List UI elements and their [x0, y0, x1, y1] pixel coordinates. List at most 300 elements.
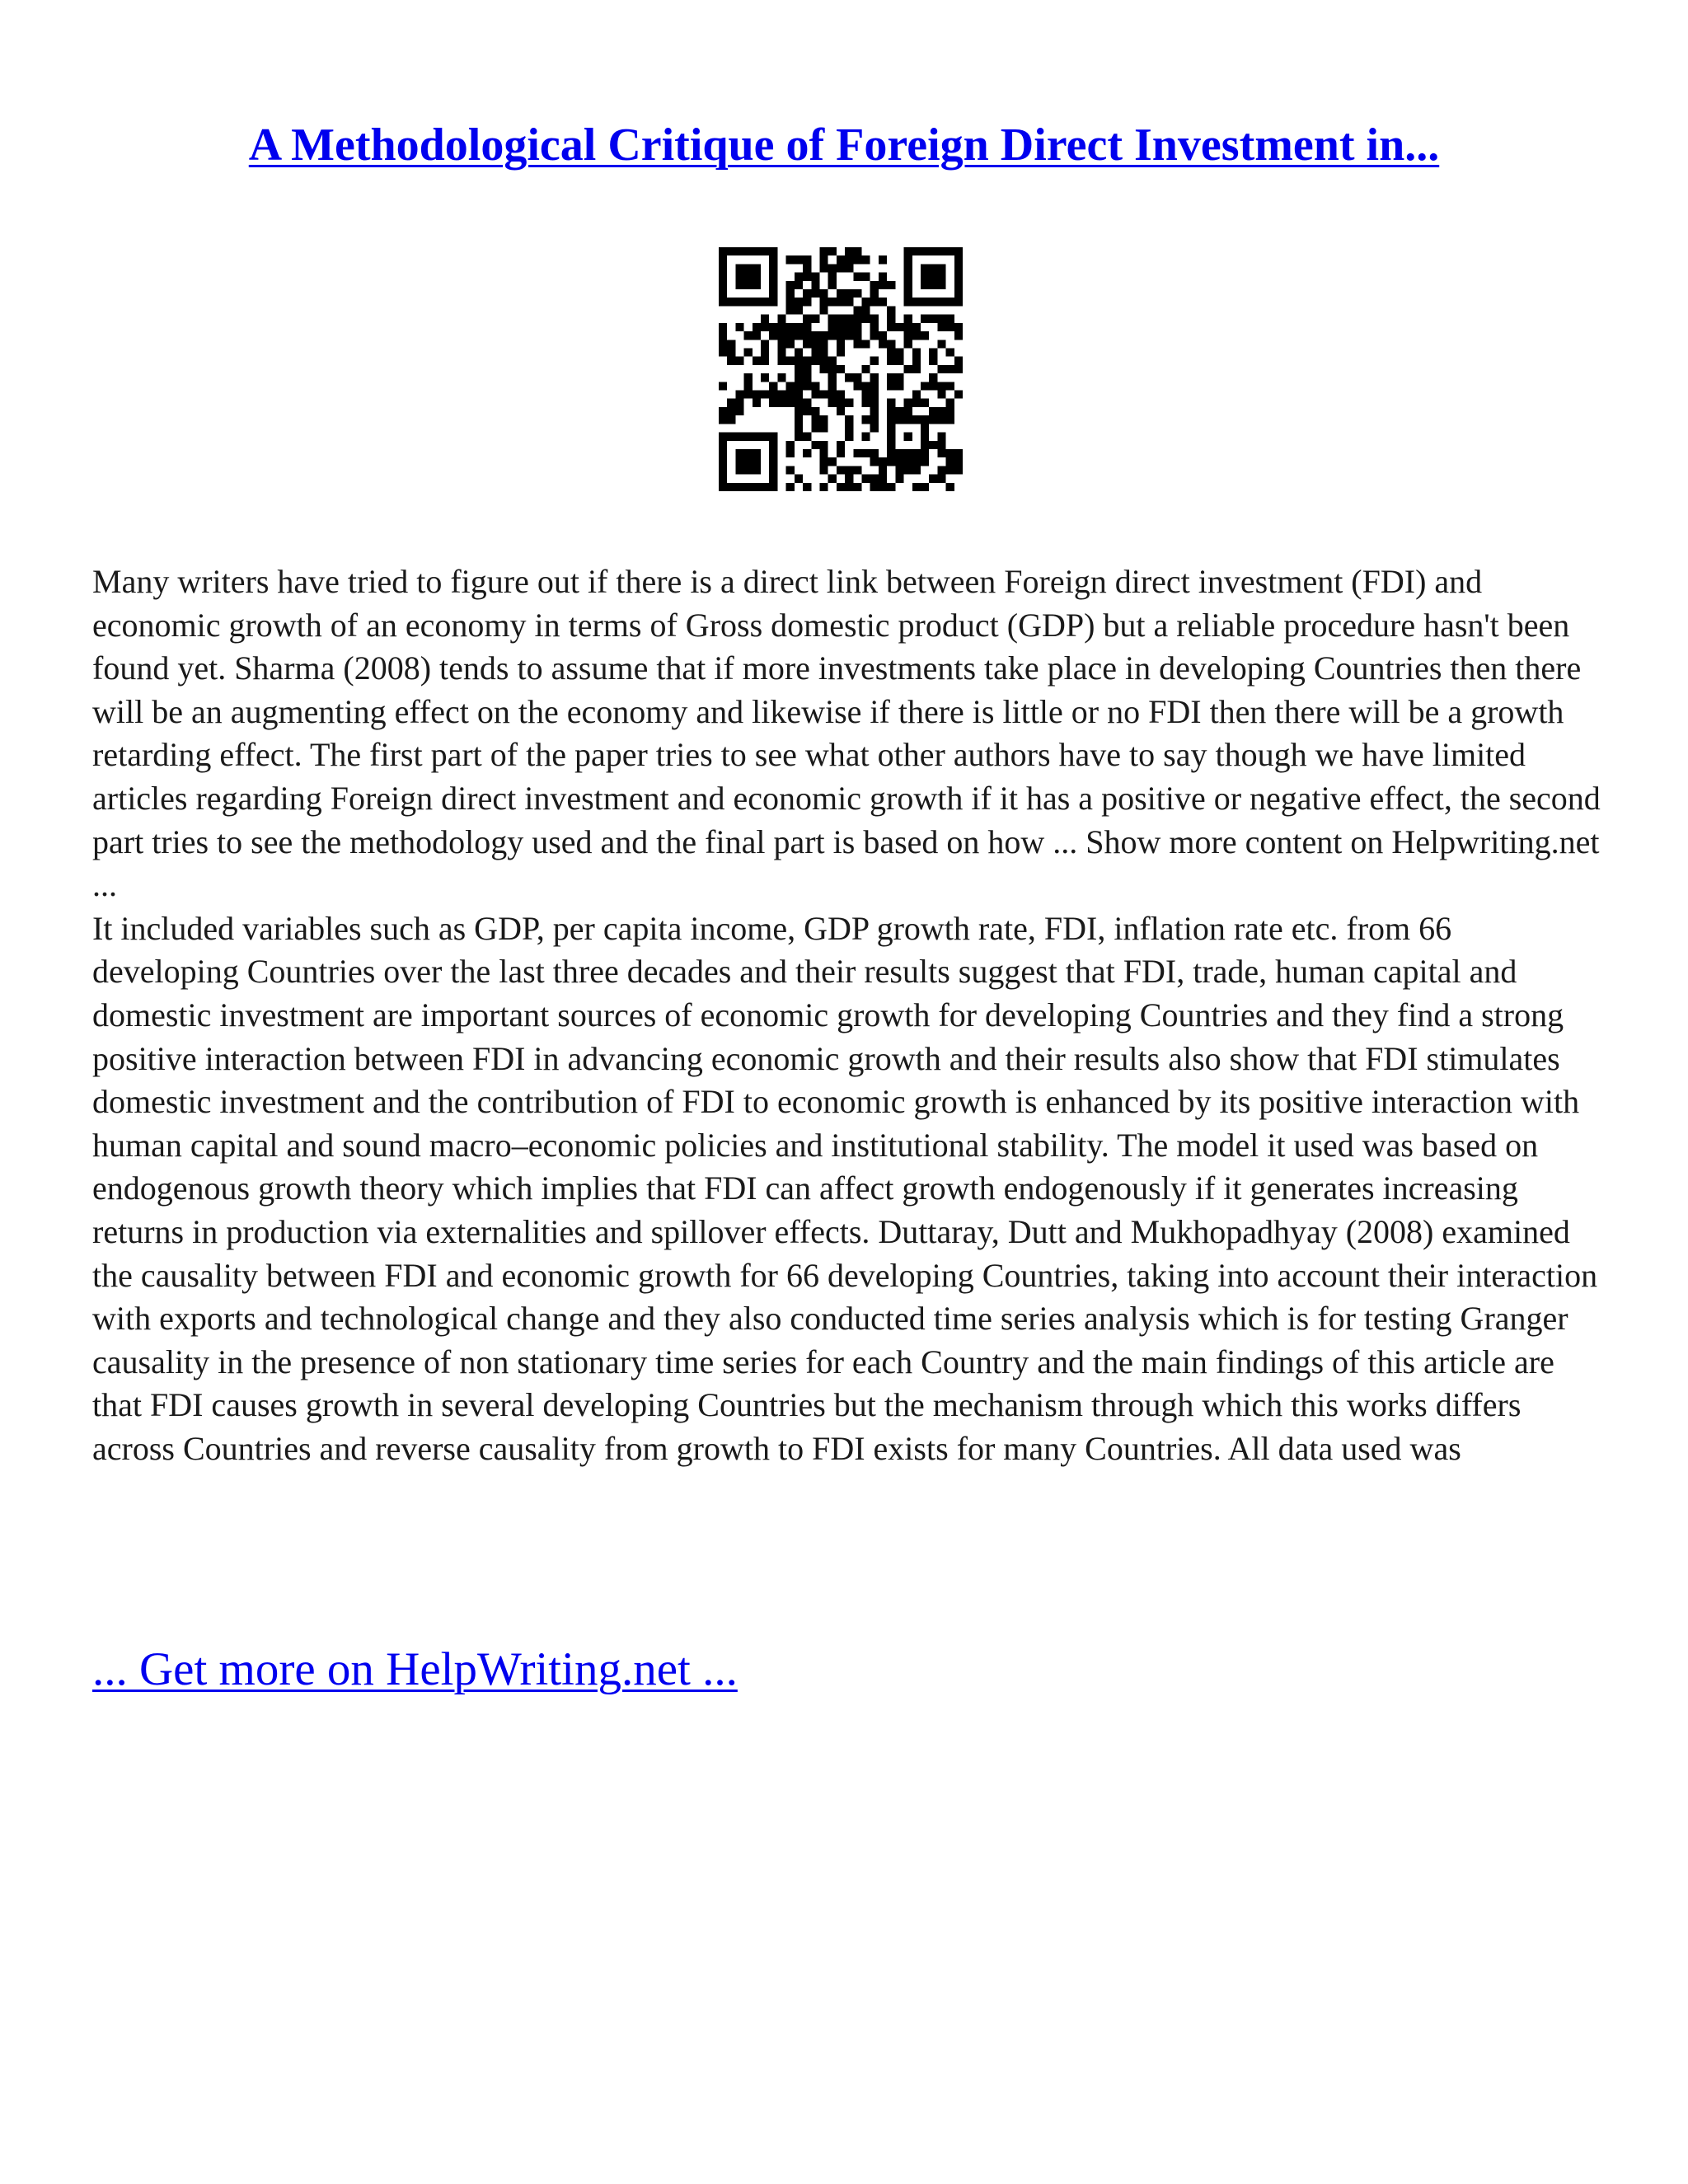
qr-module	[795, 415, 803, 424]
qr-module	[735, 433, 743, 441]
article-body	[92, 560, 1601, 1470]
qr-module	[735, 323, 743, 331]
qr-module	[811, 424, 819, 432]
qr-module	[828, 264, 837, 272]
qr-module	[837, 331, 845, 340]
qr-module	[828, 281, 837, 289]
qr-module	[727, 415, 735, 424]
paragraph-intro: Many writers have tried to figure out if there is a direct link between Foreign direct investment (FDI) and economic growth of an economy in terms of Gross domestic product (GDP) but a reliable procedure hasn't been found yet. Sharma (2008) tends to assume that if more investments take place in developing Countries then there will be an augmenting effect on the economy and likewise if there is little or no FDI then there will be a growth retarding effect. The first part of the paper tries to see what other authors have to say though we have limited articles regarding Foreign direct investment and economic growth if it has a positive or negative effect, the second part tries to see the methodology used and the final part is based on how ... Show more content on Helpwriting.net ...	[92, 563, 1601, 904]
qr-module	[921, 441, 929, 449]
qr-module	[937, 340, 945, 348]
qr-module	[786, 298, 795, 306]
qr-module	[853, 255, 861, 264]
qr-module	[921, 273, 929, 281]
qr-module	[719, 415, 727, 424]
qr-module	[862, 433, 870, 441]
qr-module	[828, 273, 837, 281]
qr-module	[744, 273, 753, 281]
qr-module	[921, 424, 929, 432]
qr-module	[753, 399, 761, 407]
qr-module	[753, 323, 761, 331]
qr-module	[921, 457, 929, 466]
qr-module	[946, 483, 954, 491]
qr-module	[887, 483, 895, 491]
qr-module	[769, 391, 777, 399]
qr-module	[937, 264, 945, 272]
qr-module	[769, 466, 777, 474]
qr-module	[828, 357, 837, 365]
qr-module	[887, 449, 895, 457]
qr-module	[912, 391, 921, 399]
qr-module	[895, 475, 903, 483]
qr-module	[879, 281, 887, 289]
qr-module	[937, 415, 945, 424]
qr-module	[819, 466, 828, 474]
qr-module	[777, 348, 785, 356]
qr-module	[879, 298, 887, 306]
qr-module	[753, 264, 761, 272]
qr-module	[895, 407, 903, 415]
qr-module	[954, 298, 963, 306]
qr-module	[954, 255, 963, 264]
qr-module	[946, 457, 954, 466]
qr-module	[735, 407, 743, 415]
qr-module	[845, 247, 853, 255]
get-more-link-container	[92, 1640, 738, 1699]
qr-module	[912, 331, 921, 340]
qr-module	[946, 399, 954, 407]
qr-module	[853, 449, 861, 457]
qr-module	[921, 281, 929, 289]
qr-module	[904, 247, 912, 255]
qr-module	[727, 348, 735, 356]
qr-module	[853, 315, 861, 323]
qr-module	[904, 399, 912, 407]
qr-module	[786, 306, 795, 314]
qr-module	[870, 281, 879, 289]
qr-module	[719, 449, 727, 457]
qr-module	[744, 247, 753, 255]
qr-module	[803, 365, 811, 373]
qr-module	[786, 255, 795, 264]
qr-module	[904, 255, 912, 264]
qr-module	[811, 348, 819, 356]
qr-module	[803, 264, 811, 272]
qr-module	[819, 298, 828, 306]
qr-module	[845, 298, 853, 306]
qr-module	[761, 373, 769, 382]
qr-module	[795, 407, 803, 415]
qr-module	[912, 415, 921, 424]
qr-module	[845, 475, 853, 483]
qr-module	[811, 391, 819, 399]
qr-module	[828, 399, 837, 407]
qr-module	[761, 433, 769, 441]
qr-module	[845, 331, 853, 340]
qr-module	[887, 433, 895, 441]
qr-module	[795, 281, 803, 289]
qr-module	[795, 424, 803, 432]
qr-module	[761, 391, 769, 399]
qr-module	[735, 357, 743, 365]
qr-module	[870, 382, 879, 390]
qr-module	[845, 289, 853, 298]
qr-module	[887, 424, 895, 432]
qr-module	[744, 466, 753, 474]
qr-module	[811, 357, 819, 365]
qr-module	[895, 348, 903, 356]
qr-module	[803, 289, 811, 298]
qr-module	[828, 331, 837, 340]
qr-module	[929, 264, 937, 272]
qr-module	[837, 483, 845, 491]
qr-module	[761, 247, 769, 255]
qr-module	[954, 391, 963, 399]
qr-module	[845, 399, 853, 407]
qr-module	[887, 457, 895, 466]
qr-module	[946, 382, 954, 390]
qr-module	[937, 315, 945, 323]
qr-module	[929, 247, 937, 255]
qr-module	[912, 348, 921, 356]
qr-module	[837, 298, 845, 306]
qr-module	[937, 475, 945, 483]
qr-module	[744, 264, 753, 272]
qr-module	[879, 457, 887, 466]
qr-module	[912, 457, 921, 466]
qr-module	[795, 323, 803, 331]
qr-module	[870, 289, 879, 298]
qr-module	[879, 273, 887, 281]
qr-module	[828, 323, 837, 331]
title-link[interactable]: A Methodological Critique of Foreign Direct Investment in...	[248, 120, 1440, 171]
qr-module	[937, 281, 945, 289]
qr-module	[870, 457, 879, 466]
qr-module	[719, 323, 727, 331]
qr-module	[853, 483, 861, 491]
qr-module	[769, 281, 777, 289]
qr-module	[803, 399, 811, 407]
qr-module	[954, 331, 963, 340]
qr-module	[828, 298, 837, 306]
qr-module	[879, 340, 887, 348]
qr-module	[795, 433, 803, 441]
qr-module	[761, 323, 769, 331]
qr-module	[719, 407, 727, 415]
qr-module	[837, 399, 845, 407]
qr-module	[887, 399, 895, 407]
qr-module	[761, 340, 769, 348]
qr-module	[811, 281, 819, 289]
qr-module	[837, 255, 845, 264]
qr-module	[803, 255, 811, 264]
qr-module	[946, 466, 954, 474]
qr-module	[912, 466, 921, 474]
qr-module	[904, 331, 912, 340]
qr-module	[795, 399, 803, 407]
qr-module	[862, 382, 870, 390]
qr-module	[811, 315, 819, 323]
qr-module	[837, 441, 845, 449]
qr-module	[912, 247, 921, 255]
qr-module	[954, 449, 963, 457]
qr-module	[929, 348, 937, 356]
qr-module	[937, 433, 945, 441]
qr-module	[895, 323, 903, 331]
qr-module	[777, 399, 785, 407]
qr-module	[769, 298, 777, 306]
qr-module	[753, 281, 761, 289]
qr-module	[786, 281, 795, 289]
qr-module	[795, 365, 803, 373]
qr-module	[895, 466, 903, 474]
qr-module	[828, 247, 837, 255]
qr-module	[719, 281, 727, 289]
qr-module	[837, 466, 845, 474]
qr-module	[954, 264, 963, 272]
qr-module	[735, 247, 743, 255]
qr-module	[946, 323, 954, 331]
qr-module	[786, 483, 795, 491]
qr-module	[937, 382, 945, 390]
qr-module	[929, 382, 937, 390]
qr-module	[870, 483, 879, 491]
qr-module	[929, 407, 937, 415]
qr-module	[912, 365, 921, 373]
qr-module	[803, 340, 811, 348]
qr-module	[777, 357, 785, 365]
qr-module	[735, 483, 743, 491]
qr-module	[786, 323, 795, 331]
qr-module	[853, 306, 861, 314]
page-title	[0, 115, 1688, 175]
qr-module	[811, 407, 819, 415]
qr-module	[735, 457, 743, 466]
qr-module	[912, 357, 921, 365]
qr-module	[904, 273, 912, 281]
qr-module	[719, 457, 727, 466]
qr-module	[937, 365, 945, 373]
qr-module	[727, 407, 735, 415]
qr-module	[887, 407, 895, 415]
qr-module	[819, 340, 828, 348]
qr-module	[769, 264, 777, 272]
qr-module	[744, 483, 753, 491]
qr-module	[904, 281, 912, 289]
qr-module	[769, 399, 777, 407]
qr-module	[853, 323, 861, 331]
qr-module	[946, 407, 954, 415]
qr-module	[904, 407, 912, 415]
qr-module	[769, 323, 777, 331]
qr-module	[929, 315, 937, 323]
qr-module	[777, 331, 785, 340]
paragraph-continued: It included variables such as GDP, per capita income, GDP growth rate, FDI, inflation rate etc. from 66 developing Countries over the last three decades and their results suggest that FDI, trade, human capital and domestic investment are important sources of economic growth for developing Countries and they find a strong positive interaction between FDI in advancing economic growth and their results also show that FDI stimulates domestic investment and the contribution of FDI to economic growth is enhanced by its positive interaction with human capital and sound macro–economic policies and institutional stability. The model it used was based on endogenous growth theory which implies that FDI can affect growth endogenously if it generates increasing returns in production via externalities and spillover effects. Duttaray, Dutt and Mukhopadhyay (2008) examined the causality between FDI and economic growth for 66 developing Countries, taking into account their interaction with exports and technological change and they also conducted time series analysis which is for testing Granger causality in the presence of non stationary time series for each Country and the main findings of this article are that FDI causes growth in several developing Countries but the mechanism through which this works differs across Countries and reverse causality from growth to FDI exists for many Countries. All data used was	[92, 909, 1598, 1467]
qr-module	[853, 373, 861, 382]
qr-module	[719, 289, 727, 298]
qr-module	[719, 348, 727, 356]
qr-module	[837, 315, 845, 323]
qr-module	[921, 247, 929, 255]
qr-module	[777, 391, 785, 399]
qr-module	[811, 415, 819, 424]
get-more-link[interactable]: ... Get more on HelpWriting.net ...	[92, 1643, 738, 1695]
qr-module	[769, 255, 777, 264]
qr-module	[904, 298, 912, 306]
qr-module	[904, 457, 912, 466]
qr-module	[786, 391, 795, 399]
qr-module	[803, 273, 811, 281]
qr-module	[837, 365, 845, 373]
qr-module	[870, 407, 879, 415]
qr-module	[887, 323, 895, 331]
qr-module	[921, 331, 929, 340]
qr-module	[819, 247, 828, 255]
qr-module	[929, 298, 937, 306]
qr-module	[819, 441, 828, 449]
qr-module	[904, 466, 912, 474]
qr-module	[862, 273, 870, 281]
qr-module	[769, 457, 777, 466]
qr-module	[719, 331, 727, 340]
qr-module	[753, 331, 761, 340]
qr-module	[769, 382, 777, 390]
qr-module	[921, 399, 929, 407]
qr-module	[870, 424, 879, 432]
qr-module	[929, 373, 937, 382]
qr-module	[828, 475, 837, 483]
qr-module	[853, 466, 861, 474]
qr-module	[719, 255, 727, 264]
qr-module	[904, 449, 912, 457]
qr-module	[837, 449, 845, 457]
qr-module	[853, 340, 861, 348]
qr-module	[753, 449, 761, 457]
qr-module	[870, 323, 879, 331]
qr-module	[904, 323, 912, 331]
qr-module	[735, 391, 743, 399]
qr-module	[811, 441, 819, 449]
qr-module	[761, 357, 769, 365]
qr-module	[803, 373, 811, 382]
qr-module	[769, 449, 777, 457]
qr-module	[845, 255, 853, 264]
qr-module	[904, 433, 912, 441]
qr-module	[929, 475, 937, 483]
qr-module	[761, 315, 769, 323]
qr-module	[895, 415, 903, 424]
qr-module	[795, 382, 803, 390]
qr-module	[929, 357, 937, 365]
qr-module	[904, 289, 912, 298]
qr-module	[819, 331, 828, 340]
qr-module	[769, 475, 777, 483]
qr-module	[937, 273, 945, 281]
qr-module	[870, 449, 879, 457]
qr-module	[853, 289, 861, 298]
qr-module	[819, 483, 828, 491]
qr-module	[921, 382, 929, 390]
qr-module	[845, 315, 853, 323]
qr-module	[862, 306, 870, 314]
qr-module	[954, 289, 963, 298]
qr-module	[769, 247, 777, 255]
qr-module	[879, 483, 887, 491]
qr-module	[761, 483, 769, 491]
qr-module	[744, 348, 753, 356]
qr-module	[811, 289, 819, 298]
qr-module	[862, 315, 870, 323]
qr-module	[753, 391, 761, 399]
qr-module	[786, 441, 795, 449]
qr-module	[719, 247, 727, 255]
qr-module	[828, 315, 837, 323]
qr-module	[803, 331, 811, 340]
qr-module	[887, 348, 895, 356]
qr-code-graphic	[719, 247, 963, 491]
qr-module	[803, 382, 811, 390]
qr-module	[904, 264, 912, 272]
qr-module	[845, 466, 853, 474]
qr-module	[795, 298, 803, 306]
qr-module	[887, 340, 895, 348]
qr-module	[870, 373, 879, 382]
qr-module	[744, 373, 753, 382]
qr-module	[811, 340, 819, 348]
qr-module	[795, 357, 803, 365]
qr-module	[862, 449, 870, 457]
qr-module	[786, 466, 795, 474]
qr-module	[819, 424, 828, 432]
qr-module	[887, 373, 895, 382]
qr-module	[719, 340, 727, 348]
qr-module	[887, 306, 895, 314]
qr-module	[795, 331, 803, 340]
qr-module	[837, 264, 845, 272]
qr-module	[895, 457, 903, 466]
qr-module	[744, 449, 753, 457]
qr-module	[795, 255, 803, 264]
qr-module	[795, 475, 803, 483]
qr-module	[870, 391, 879, 399]
qr-module	[937, 247, 945, 255]
qr-module	[735, 298, 743, 306]
qr-module	[719, 298, 727, 306]
qr-module	[735, 399, 743, 407]
qr-module	[735, 449, 743, 457]
qr-module	[753, 457, 761, 466]
qr-module	[795, 273, 803, 281]
qr-module	[719, 433, 727, 441]
qr-module	[753, 433, 761, 441]
qr-module	[753, 298, 761, 306]
qr-module	[828, 373, 837, 382]
qr-module	[735, 466, 743, 474]
qr-module	[879, 255, 887, 264]
qr-module	[912, 449, 921, 457]
qr-module	[727, 357, 735, 365]
qr-module	[912, 298, 921, 306]
qr-module	[744, 281, 753, 289]
qr-module	[912, 399, 921, 407]
qr-module	[895, 449, 903, 457]
qr-module	[946, 315, 954, 323]
qr-module	[819, 289, 828, 298]
qr-module	[819, 449, 828, 457]
qr-module	[954, 281, 963, 289]
qr-module	[845, 433, 853, 441]
qr-module	[870, 415, 879, 424]
